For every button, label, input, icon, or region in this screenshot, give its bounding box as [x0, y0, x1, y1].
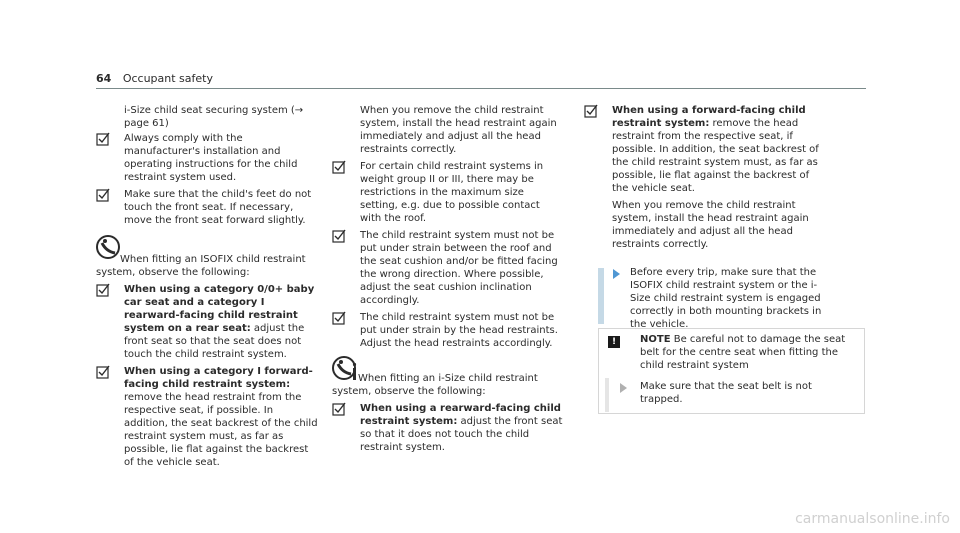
- checkbox-icon: [96, 365, 110, 379]
- item-text: The child restraint system must not be put under strain by the head restraints. Adjust the head restraints accordingly.: [360, 312, 558, 349]
- action-side-bar: [598, 268, 604, 324]
- list-item: [332, 160, 564, 225]
- i-size-icon: [332, 356, 360, 384]
- column-2: [332, 104, 564, 454]
- page-number: 64: [96, 72, 112, 85]
- checkbox-icon: [96, 188, 110, 202]
- item-text: i-Size child seat securing system (→ page 61): [124, 105, 304, 129]
- play-arrow-icon: [613, 269, 620, 279]
- checkbox-icon: [332, 160, 346, 174]
- isofix-intro: When fitting an ISOFIX child restraint system, observe the following:: [96, 254, 306, 278]
- list-item: [96, 188, 318, 227]
- column-1: [96, 104, 318, 469]
- item-text: Always comply with the manufacturer's installation and operating instructions for the child restraint system used.: [124, 133, 298, 183]
- action-text: Before every trip, make sure that the ISOFIX child restraint system or the i-Size child restraint system is engaged correctly in both mounting brackets in the vehicle.: [630, 267, 822, 330]
- item-text: remove the head restraint from the respective seat, if possible. In addition, the seat backrest of the child restraint system must, as far as possible, lie flat against the backrest of the vehicle seat.: [612, 118, 819, 194]
- list-item: [332, 311, 564, 350]
- item-text: Make sure that the child's feet do not touch the front seat. If necessary, move the front seat forward slightly.: [124, 189, 312, 226]
- sub-step-text: Make sure that the seat belt is not trapped.: [640, 381, 812, 405]
- sub-step: [640, 380, 840, 406]
- watermark: carmanualsonline.info: [795, 511, 950, 527]
- note-label: NOTE: [640, 334, 671, 345]
- note-content: [640, 333, 850, 372]
- sub-arrow-icon: [620, 383, 627, 393]
- item-text: For certain child restraint systems in weight group II or III, there may be restrictions in the maximum size setting, e.g. due to possible contact with the roof.: [360, 161, 544, 224]
- item-text: remove the head restraint from the respective seat, if possible. In addition, the seat backrest of the child restraint system must, as far as possible, lie flat against the backrest of the vehicle seat.: [124, 392, 318, 468]
- item-heading: When using a rearward-facing child restraint system:: [360, 403, 561, 427]
- isofix-icon: [96, 235, 124, 263]
- item-text: The child restraint system must not be put under strain between the roof and the seat cushion and/or be fitted facing the wrong direction. Where possible, adjust the seat cushion inclination accordingly.: [360, 230, 558, 306]
- checkbox-icon: [332, 402, 346, 416]
- item-heading: When using a forward-facing child restraint system:: [612, 105, 806, 129]
- checkbox-icon: [584, 104, 598, 118]
- item-heading: When using a category I forward-facing child restraint system:: [124, 366, 313, 390]
- isofix-section: [96, 235, 318, 279]
- warning-icon: !: [608, 336, 620, 348]
- continued-text: When you remove the child restraint system, install the head restraint again immediately and adjust all the head restraints correctly.: [360, 105, 557, 155]
- list-item: [96, 283, 318, 361]
- column-3: [584, 104, 824, 251]
- item-text: adjust the front seat so that the seat does not touch the child restraint system.: [124, 323, 305, 360]
- checkbox-icon: [96, 132, 110, 146]
- isize-intro: When fitting an i-Size child restraint system, observe the following:: [332, 373, 538, 397]
- page-header: [96, 72, 213, 85]
- item-text: adjust the front seat so that it does not touch the child restraint system.: [360, 416, 563, 453]
- list-item: [96, 365, 318, 469]
- section-title: Occupant safety: [122, 72, 213, 85]
- list-item: [96, 132, 318, 184]
- item-heading: When using a category 0/0+ baby car seat and a category I rearward-facing child restraint system on a rear seat:: [124, 284, 315, 334]
- action-step: [630, 266, 830, 331]
- checkbox-icon: [332, 229, 346, 243]
- list-item: [584, 104, 824, 195]
- list-item: [332, 402, 564, 454]
- checkbox-icon: [96, 283, 110, 297]
- header-rule: [96, 88, 866, 89]
- list-item: [332, 229, 564, 307]
- checkbox-icon: [332, 311, 346, 325]
- note-text: Be careful not to damage the seat belt for the centre seat when fitting the child restraint system: [640, 334, 846, 371]
- isize-section: [332, 356, 564, 398]
- sub-step-bar: [605, 378, 609, 412]
- continued-text: When you remove the child restraint system, install the head restraint again immediately and adjust all the head restraints correctly.: [612, 200, 809, 250]
- list-item: [96, 104, 318, 130]
